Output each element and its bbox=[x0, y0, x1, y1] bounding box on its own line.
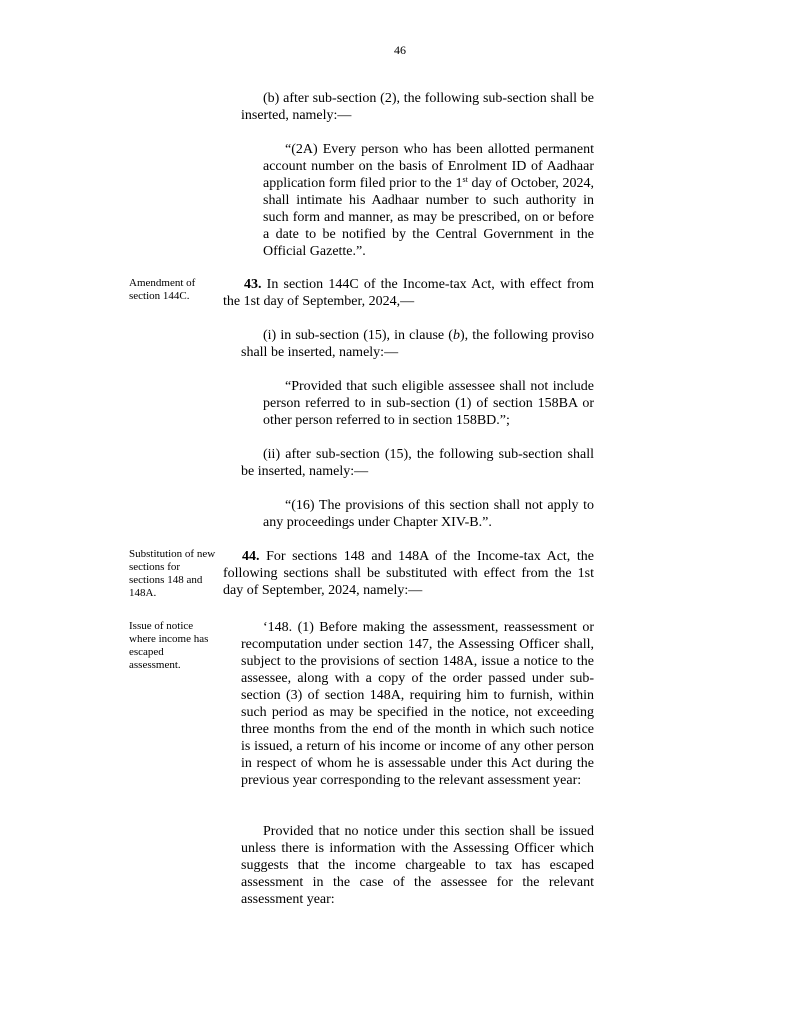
quote-2a-superscript: st bbox=[462, 175, 468, 184]
section-43-text: In section 144C of the Income-tax Act, with effect from the 1st day of September, 2024,— bbox=[223, 277, 594, 309]
margin-note-section-43: Amendment of section 144C. bbox=[129, 277, 196, 302]
clause-b: (b) after sub-section (2), the following sub-section shall be inserted, namely:— bbox=[241, 91, 594, 123]
quote-2a-part1: “(2A) Every person who has been allotted permanent account number on the basis of Enrolment ID of Aadhaar application form filed prior to the 1 bbox=[263, 142, 594, 191]
margin-note-section-44: Substitution of new sections for sections 148 and 148A. bbox=[129, 548, 216, 599]
clause-i-post: ), the following proviso shall be inserted, namely:— bbox=[241, 328, 594, 360]
clause-ii: (ii) after sub-section (15), the following sub-section shall be inserted, namely:— bbox=[241, 447, 594, 479]
section-44-number: 44. bbox=[242, 549, 260, 564]
quote-subsection-16: “(16) The provisions of this section shall not apply to any proceedings under Chapter XIV-B.”. bbox=[263, 498, 594, 530]
margin-note-section-148: Issue of notice where income has escaped assessment. bbox=[129, 620, 209, 671]
clause-i bbox=[241, 327, 594, 361]
section-148-proviso: Provided that no notice under this section shall be issued unless there is information with the Assessing Officer which suggests that the income chargeable to tax has escaped assessment in the case of the assessee for the relevant assessment year: bbox=[241, 824, 594, 907]
quote-2a-part2: day of October, 2024, shall intimate his Aadhaar number to such authority in such form and manner, as may be prescribed, on or before a date to be notified by the Central Government in the Official Gazette.”. bbox=[263, 176, 595, 259]
quote-subsection-2a bbox=[263, 141, 594, 260]
section-43-number: 43. bbox=[244, 277, 262, 292]
section-148-subsection-1: ‘148. (1) Before making the assessment, reassessment or recomputation under section 147, the Assessing Officer shall, subject to the provisions of section 148A, issue a notice to the assessee, along with a copy of the order passed under sub-section (3) of section 148A, requiring him to furnish, within such period as may be specified in the notice, not exceeding three months from the end of the month in which such notice is issued, a return of his income or income of any other person in respect of whom he is assessable under this Act during the previous year corresponding to the relevant assessment year: bbox=[241, 620, 594, 788]
section-43 bbox=[223, 276, 594, 310]
clause-i-clause: b bbox=[452, 328, 460, 343]
page-number: 46 bbox=[394, 43, 406, 57]
quote-proviso: “Provided that such eligible assessee shall not include person referred to in sub-section (1) of section 158BA or other person referred to in section 158BD.”; bbox=[263, 379, 594, 428]
clause-i-pre: (i) in sub-section (15), in clause ( bbox=[263, 328, 453, 343]
section-44 bbox=[223, 548, 594, 599]
section-44-text: For sections 148 and 148A of the Income-tax Act, the following sections shall be substituted with effect from the 1st day of September, 2024, namely:— bbox=[223, 549, 594, 598]
